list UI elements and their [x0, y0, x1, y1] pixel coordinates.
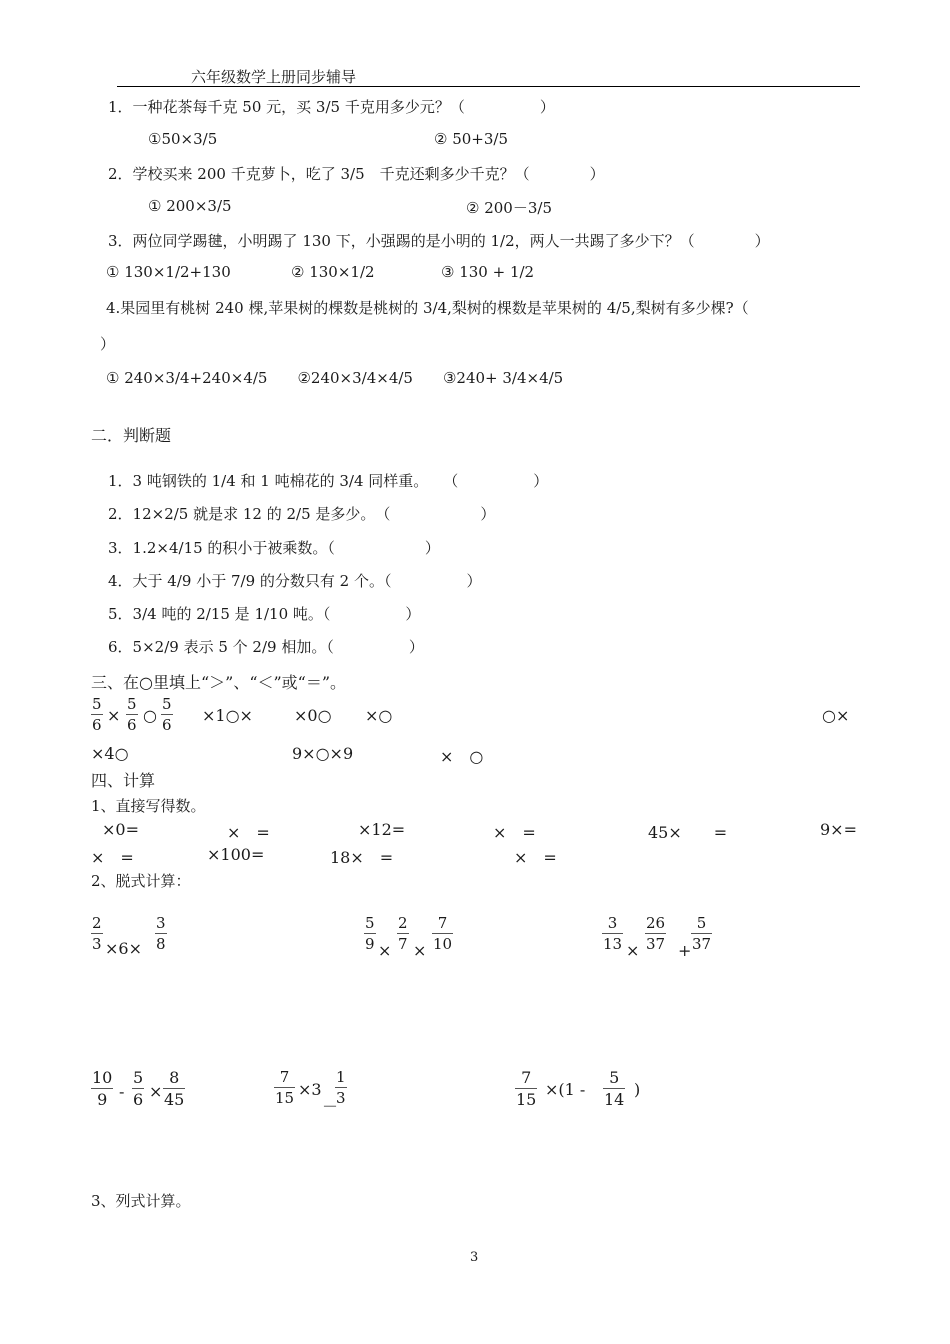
q3-option-2: ② 130×1/2 — [291, 263, 375, 281]
calc-sub3: 3、列式计算。 — [91, 1192, 191, 1210]
ex3-op2: + — [678, 941, 692, 960]
calc-title: 四、计算 — [91, 771, 156, 790]
direct-9: 18× = — [330, 848, 394, 867]
question-1: 1．一种花茶每千克 50 元，买 3/5 千克用多少元？（ ） — [108, 98, 555, 116]
calc-sub1: 1、直接写得数。 — [91, 797, 206, 815]
calc-sub2: 2、脱式计算： — [91, 872, 191, 890]
compare-times: × — [107, 706, 121, 725]
compare-circle: ○ — [143, 706, 157, 725]
ex4-fraction-a: 10 9 — [92, 1068, 113, 1109]
compare-expr-2: ×1○× — [202, 706, 253, 725]
q1-option-2: ② 50+3/5 — [434, 130, 509, 148]
ex4-op1: - — [119, 1082, 125, 1101]
ex6-op1: ×(1 - — [545, 1080, 586, 1099]
direct-5: 45× = — [648, 823, 728, 842]
direct-4: × = — [493, 823, 536, 842]
judge-item-4: 4．大于 4/9 小于 7/9 的分数只有 2 个。（ ） — [108, 572, 482, 590]
judge-item-3: 3．1.2×4/15 的积小于被乘数。（ ） — [108, 539, 440, 557]
compare-fraction-1: 5 6 — [92, 695, 102, 734]
judge-item-5: 5．3/4 吨的 2/15 是 1/10 吨。（ ） — [108, 605, 421, 623]
ex6-fraction-b: 5 14 — [604, 1068, 625, 1109]
compare-fraction-3: 5 6 — [162, 695, 172, 734]
question-4: 4.果园里有桃树 240 棵,苹果树的棵数是桃树的 3/4,梨树的棵数是苹果树的 4/5,梨树有多少棵?（ — [106, 299, 749, 317]
ex5-op2: － — [322, 1097, 339, 1116]
direct-3: ×12= — [358, 820, 406, 839]
direct-7: × = — [91, 848, 134, 867]
ex6-fraction-a: 7 15 — [516, 1068, 537, 1109]
judge-item-1: 1．3 吨钢铁的 1/4 和 1 吨棉花的 3/4 同样重。 （ ） — [108, 472, 549, 490]
direct-10: × = — [514, 848, 557, 867]
ex3-fraction-a: 3 13 — [603, 914, 623, 953]
compare-expr-5: ○× — [822, 706, 850, 725]
q3-option-3: ③ 130 + 1/2 — [441, 263, 535, 281]
q2-option-2: ② 200－3/5 — [466, 199, 552, 217]
ex3-fraction-b: 26 37 — [646, 914, 666, 953]
ex2-op1: × — [378, 941, 392, 960]
ex1-mid: ×6× — [105, 939, 142, 958]
question-2: 2．学校买来 200 千克萝卜，吃了 3/5 千克还剩多少千克？（ ） — [108, 165, 605, 183]
q3-option-1: ① 130×1/2+130 — [106, 263, 231, 281]
ex5-fraction-a: 7 15 — [275, 1068, 295, 1107]
compare-expr-7: 9×○×9 — [292, 744, 354, 763]
ex5-fraction-b: 1 3 — [336, 1068, 346, 1107]
ex1-fraction-a: 2 3 — [92, 914, 102, 953]
direct-6: 9×= — [820, 820, 857, 839]
ex1-fraction-b: 3 8 — [156, 914, 166, 953]
question-4-close: ） — [100, 335, 116, 353]
direct-2: × = — [227, 823, 270, 842]
ex2-fraction-a: 5 9 — [365, 914, 375, 953]
page-number: 3 — [470, 1250, 479, 1265]
ex4-fraction-c: 8 45 — [164, 1068, 185, 1109]
ex6-close: ) — [634, 1080, 641, 1099]
q2-option-1: ① 200×3/5 — [148, 197, 232, 215]
header-title: 六年级数学上册同步辅导 — [191, 68, 357, 86]
compare-fraction-2: 5 6 — [127, 695, 137, 734]
question-3: 3．两位同学踢毽，小明踢了 130 下，小强踢的是小明的 1/2，两人一共踢了多少下？（ ） — [108, 232, 770, 250]
header-rule — [117, 86, 860, 87]
ex3-fraction-c: 5 37 — [692, 914, 712, 953]
q1-option-1: ①50×3/5 — [148, 130, 218, 148]
direct-1: ×0= — [102, 820, 139, 839]
ex2-fraction-b: 2 7 — [398, 914, 408, 953]
compare-title: 三、在○里填上“＞”、“＜”或“＝”。 — [91, 673, 347, 692]
direct-8: ×100= — [207, 845, 265, 864]
q4-options: ① 240×3/4+240×4/5 ②240×3/4×4/5 ③240+ 3/4×4/5 — [106, 369, 564, 387]
ex4-fraction-b: 5 6 — [133, 1068, 144, 1109]
compare-expr-8: × ○ — [440, 747, 484, 766]
ex5-op1: ×3 — [298, 1080, 322, 1099]
compare-expr-6: ×4○ — [91, 744, 129, 763]
compare-expr-4: ×○ — [365, 706, 393, 725]
compare-expr-3: ×0○ — [294, 706, 332, 725]
judge-title: 二．判断题 — [91, 426, 172, 445]
ex4-op2: × — [149, 1082, 163, 1101]
judge-item-2: 2．12×2/5 就是求 12 的 2/5 是多少。 （ ） — [108, 505, 496, 523]
judge-item-6: 6．5×2/9 表示 5 个 2/9 相加。（ ） — [108, 638, 424, 656]
ex3-op1: × — [626, 941, 640, 960]
ex2-fraction-c: 7 10 — [433, 914, 453, 953]
ex2-op2: × — [413, 941, 427, 960]
